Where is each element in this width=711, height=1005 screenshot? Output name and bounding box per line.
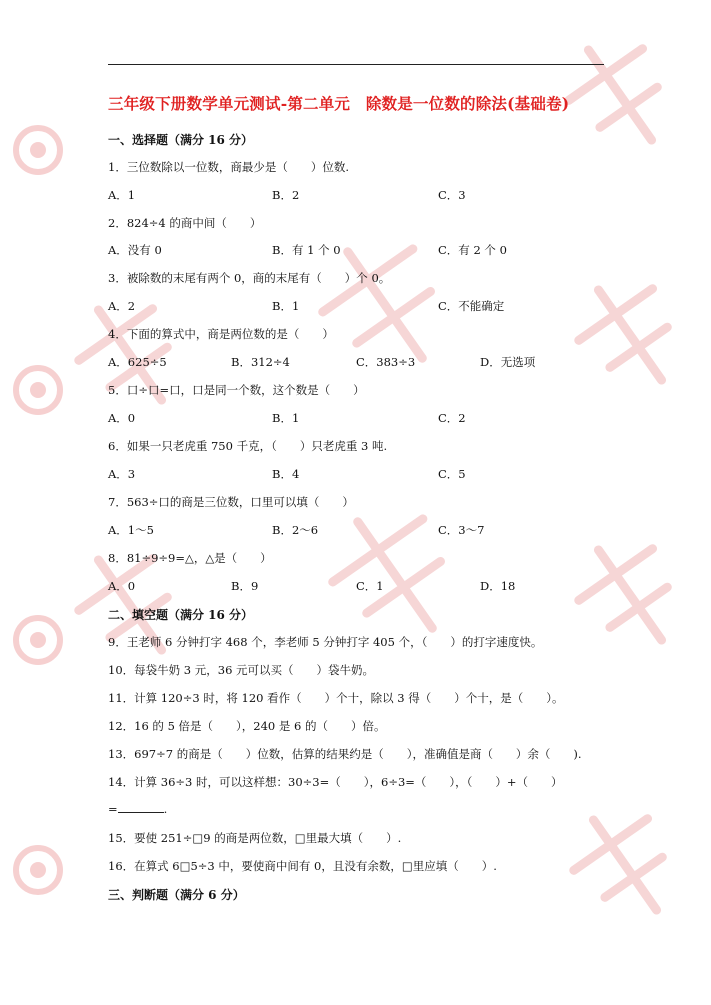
option-8c: C．1	[356, 579, 384, 593]
option-3a: A．2	[108, 299, 136, 313]
question-16: 16．在算式 6□5÷3 中，要使商中间有 0，且没有余数，□里应填（ ）.	[108, 859, 497, 873]
question-15: 15．要使 251÷□9 的商是两位数，□里最大填（ ）.	[108, 831, 402, 845]
question-14: 14．计算 36÷3 时，可以这样想：30÷3=（ ），6÷3=（ ），（ ）+（ ）	[108, 775, 563, 789]
option-2b: B．有 1 个 0	[272, 243, 341, 257]
question-11: 11．计算 120÷3 时，将 120 看作（ ）个十，除以 3 得（ ）个十，是（ ）。	[108, 691, 564, 705]
option-1a: A．1	[108, 188, 136, 202]
option-6b: B．4	[272, 467, 300, 481]
option-5b: B．1	[272, 411, 300, 425]
period: .	[163, 802, 168, 816]
option-8a: A．0	[108, 579, 136, 593]
watermark-logo-left-low	[8, 610, 68, 670]
question-7: 7．563÷口的商是三位数，口里可以填（ ）	[108, 495, 354, 509]
option-2a: A．没有 0	[108, 243, 162, 257]
option-2c: C．有 2 个 0	[438, 243, 507, 257]
option-5a: A．0	[108, 411, 136, 425]
option-8d: D．18	[480, 579, 516, 593]
section-heading-choice: 一、选择题（满分 16 分）	[108, 133, 254, 147]
option-5c: C．2	[438, 411, 466, 425]
option-4c: C．383÷3	[356, 355, 416, 369]
option-4a: A．625÷5	[108, 355, 167, 369]
question-12: 12．16 的 5 倍是（ ），240 是 6 的（ ）倍。	[108, 719, 386, 733]
watermark-logo-left-mid	[8, 360, 68, 420]
document-title: 三年级下册数学单元测试-第二单元 除数是一位数的除法(基础卷)	[108, 94, 570, 113]
option-4d: D．无选项	[480, 355, 536, 369]
question-3: 3．被除数的末尾有两个 0，商的末尾有（ ）个 0。	[108, 271, 391, 285]
answer-blank-line	[118, 802, 164, 813]
watermark-glyph-mid-right	[555, 260, 705, 410]
option-7c: C．3～7	[438, 523, 485, 537]
equals-sign: =	[108, 802, 118, 816]
question-5: 5．口÷口=口，口是同一个数，这个数是（ ）	[108, 383, 365, 397]
option-3b: B．1	[272, 299, 300, 313]
question-10: 10．每袋牛奶 3 元，36 元可以买（ ）袋牛奶。	[108, 663, 375, 677]
question-6: 6．如果一只老虎重 750 千克，（ ）只老虎重 3 吨.	[108, 439, 388, 453]
option-3c: C．不能确定	[438, 299, 505, 313]
watermark-logo-left-bottom	[8, 840, 68, 900]
question-4: 4．下面的算式中，商是两位数的是（ ）	[108, 327, 334, 341]
question-14-continued	[108, 802, 167, 816]
option-1b: B．2	[272, 188, 300, 202]
question-9: 9．王老师 6 分钟打字 468 个，李老师 5 分钟打字 405 个，（ ）的打字速度快。	[108, 635, 543, 649]
question-2: 2．824÷4 的商中间（ ）	[108, 216, 262, 230]
option-1c: C．3	[438, 188, 466, 202]
section-heading-fill: 二、填空题（满分 16 分）	[108, 608, 254, 622]
option-7a: A．1～5	[108, 523, 154, 537]
option-8b: B．9	[231, 579, 259, 593]
question-1: 1．三位数除以一位数，商最少是（ ）位数.	[108, 160, 349, 174]
option-6c: C．5	[438, 467, 466, 481]
question-8: 8．81÷9÷9=△，△是（ ）	[108, 551, 272, 565]
option-6a: A．3	[108, 467, 136, 481]
header-rule	[108, 64, 604, 65]
question-13: 13．697÷7 的商是（ ）位数，估算的结果约是（ ），准确值是商（ ）余（ ).	[108, 747, 582, 761]
option-4b: B．312÷4	[231, 355, 290, 369]
section-heading-judge: 三、判断题（满分 6 分）	[108, 888, 245, 902]
watermark-glyph-bottom-right	[550, 790, 700, 940]
watermark-logo-left-top	[8, 120, 68, 180]
option-7b: B．2～6	[272, 523, 319, 537]
watermark-glyph-low-right	[555, 520, 705, 670]
